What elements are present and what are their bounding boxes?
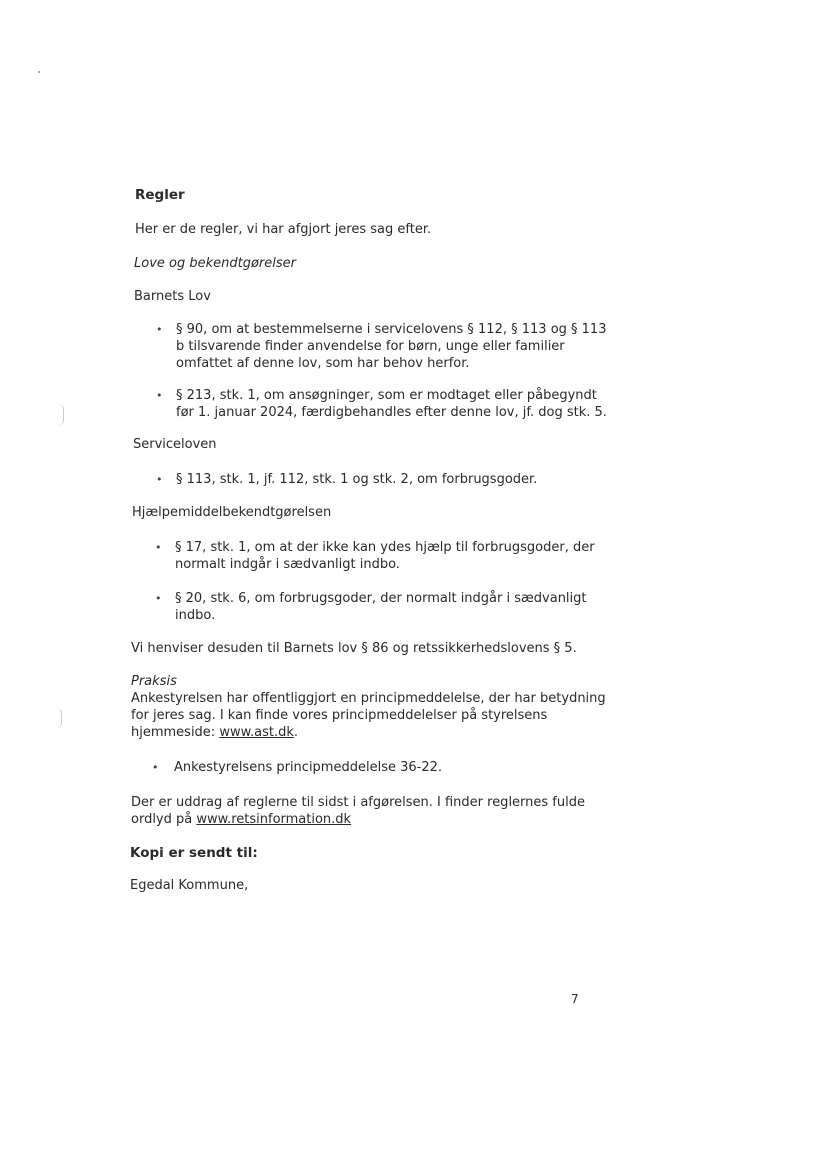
practice-bullet-item: Ankestyrelsens principmeddelelse 36-22. [174, 760, 442, 775]
reference-text: Vi henviser desuden til Barnets lov § 86 og retssikkerhedslovens § 5. [131, 641, 577, 656]
law-bullet-item: § 20, stk. 6, om forbrugsgoder, der normalt indgår i sædvanligt indbo. [175, 591, 587, 623]
bullet-dot: • [152, 761, 159, 774]
copy-sent-heading: Kopi er sendt til: [130, 845, 258, 861]
law-bullet-item: § 17, stk. 1, om at der ikke kan ydes hjælp til forbrugsgoder, der normalt indgår i sædvanligt indbo. [175, 540, 595, 572]
practice-paragraph: Ankestyrelsen har offentliggjort en principmeddelelse, der har betydning for jeres sag. I kan finde vores principmeddelelser på styrelsens hjemmeside: www.ast.dk. [131, 691, 606, 740]
law-bullet-item: § 90, om at bestemmelserne i servicelovens § 112, § 113 og § 113 b tilsvarende finder anvendelse for børn, unge eller familier omfattet af denne lov, som har behov herfor. [176, 322, 607, 371]
law-bullet-item: § 213, stk. 1, om ansøgninger, som er modtaget eller påbegyndt før 1. januar 2024, færdigbehandles efter denne lov, jf. dog stk. 5. [176, 388, 607, 420]
retsinformation-link[interactable]: www.retsinformation.dk [196, 812, 352, 827]
page-number: 7 [571, 992, 579, 1006]
scan-speck [38, 71, 40, 73]
copy-recipient: Egedal Kommune, [130, 878, 249, 893]
scan-edge-mark [58, 404, 64, 426]
law-title-barnets-lov: Barnets Lov [134, 289, 211, 304]
bullet-dot: • [155, 592, 162, 605]
ast-website-link[interactable]: www.ast.dk [219, 725, 294, 740]
excerpt-paragraph: Der er uddrag af reglerne til sidst i afgørelsen. I finder reglernes fulde ordlyd på www.retsinformation.dk [131, 795, 585, 827]
practice-subheading: Praksis [131, 674, 177, 689]
intro-text: Her er de regler, vi har afgjort jeres sag efter. [135, 222, 432, 237]
bullet-dot: • [156, 389, 163, 402]
law-title-hjaelpemiddelbekendtgoerelsen: Hjælpemiddelbekendtgørelsen [132, 505, 332, 520]
bullet-dot: • [155, 541, 162, 554]
section-heading-regler: Regler [135, 187, 185, 203]
scan-edge-mark [56, 708, 62, 728]
law-title-serviceloven: Serviceloven [133, 437, 217, 452]
law-bullet-item: § 113, stk. 1, jf. 112, stk. 1 og stk. 2, om forbrugsgoder. [176, 472, 538, 487]
bullet-dot: • [156, 473, 163, 486]
laws-subheading: Love og bekendtgørelser [134, 256, 296, 271]
bullet-dot: • [156, 323, 163, 336]
